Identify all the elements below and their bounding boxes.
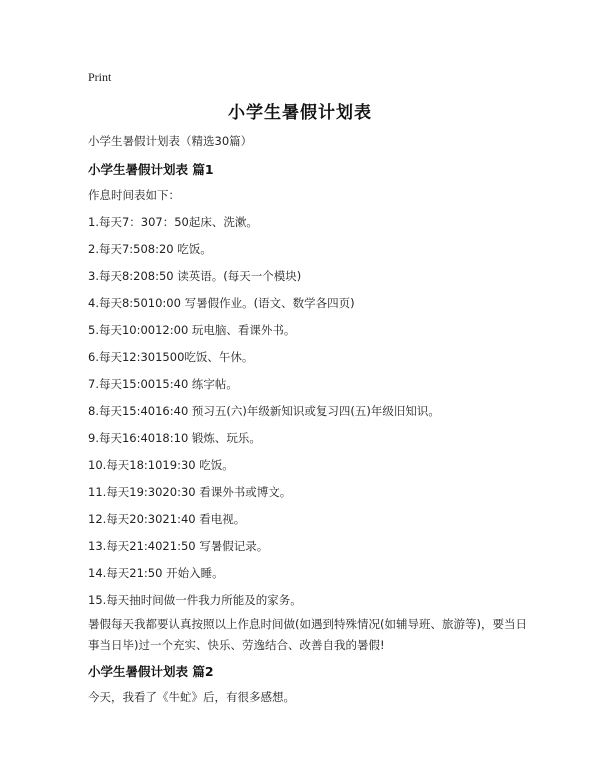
summary-paragraph: 暑假每天我都要认真按照以上作息时间做(如遇到特殊情况(如辅导班、旅游等)，要当日事当日毕)过一个充实、快乐、劳逸结合、改善自我的暑假!	[88, 617, 527, 652]
schedule-item: 1.每天7：307：50起床、洗漱。	[88, 215, 258, 229]
schedule-item: 13.每天21:4021:50 写暑假记录。	[88, 539, 269, 553]
schedule-item: 9.每天16:4018:10 锻炼、玩乐。	[88, 431, 261, 445]
schedule-item: 6.每天12:301500吃饭、午休。	[88, 350, 254, 364]
schedule-item: 4.每天8:5010:00 写暑假作业。(语文、数学各四页)	[88, 296, 355, 310]
intro-text: 作息时间表如下：	[88, 188, 180, 202]
schedule-item: 10.每天18:1019:30 吃饭。	[88, 458, 234, 472]
schedule-item: 11.每天19:3020:30 看课外书或博文。	[88, 485, 292, 499]
subtitle: 小学生暑假计划表（精选30篇）	[88, 134, 253, 148]
schedule-item: 14.每天21:50 开始入睡。	[88, 566, 224, 580]
section2-text: 今天，我看了《牛虻》后，有很多感想。	[88, 690, 295, 704]
schedule-item: 5.每天10:0012:00 玩电脑、看课外书。	[88, 323, 296, 337]
schedule-item: 15.每天抽时间做一件我力所能及的家务。	[88, 593, 302, 607]
section2-heading: 小学生暑假计划表 篇2	[88, 664, 214, 679]
schedule-item: 3.每天8:208:50 读英语。(每天一个模块)	[88, 269, 302, 283]
page-title: 小学生暑假计划表	[228, 103, 372, 123]
schedule-item: 7.每天15:0015:40 练字帖。	[88, 377, 238, 391]
print-link[interactable]: Print	[88, 70, 112, 84]
section1-heading: 小学生暑假计划表 篇1	[88, 162, 214, 177]
schedule-item: 8.每天15:4016:40 预习五(六)年级新知识或复习四(五)年级旧知识。	[88, 404, 440, 418]
schedule-item: 2.每天7:508:20 吃饭。	[88, 242, 212, 256]
schedule-item: 12.每天20:3021:40 看电视。	[88, 512, 246, 526]
